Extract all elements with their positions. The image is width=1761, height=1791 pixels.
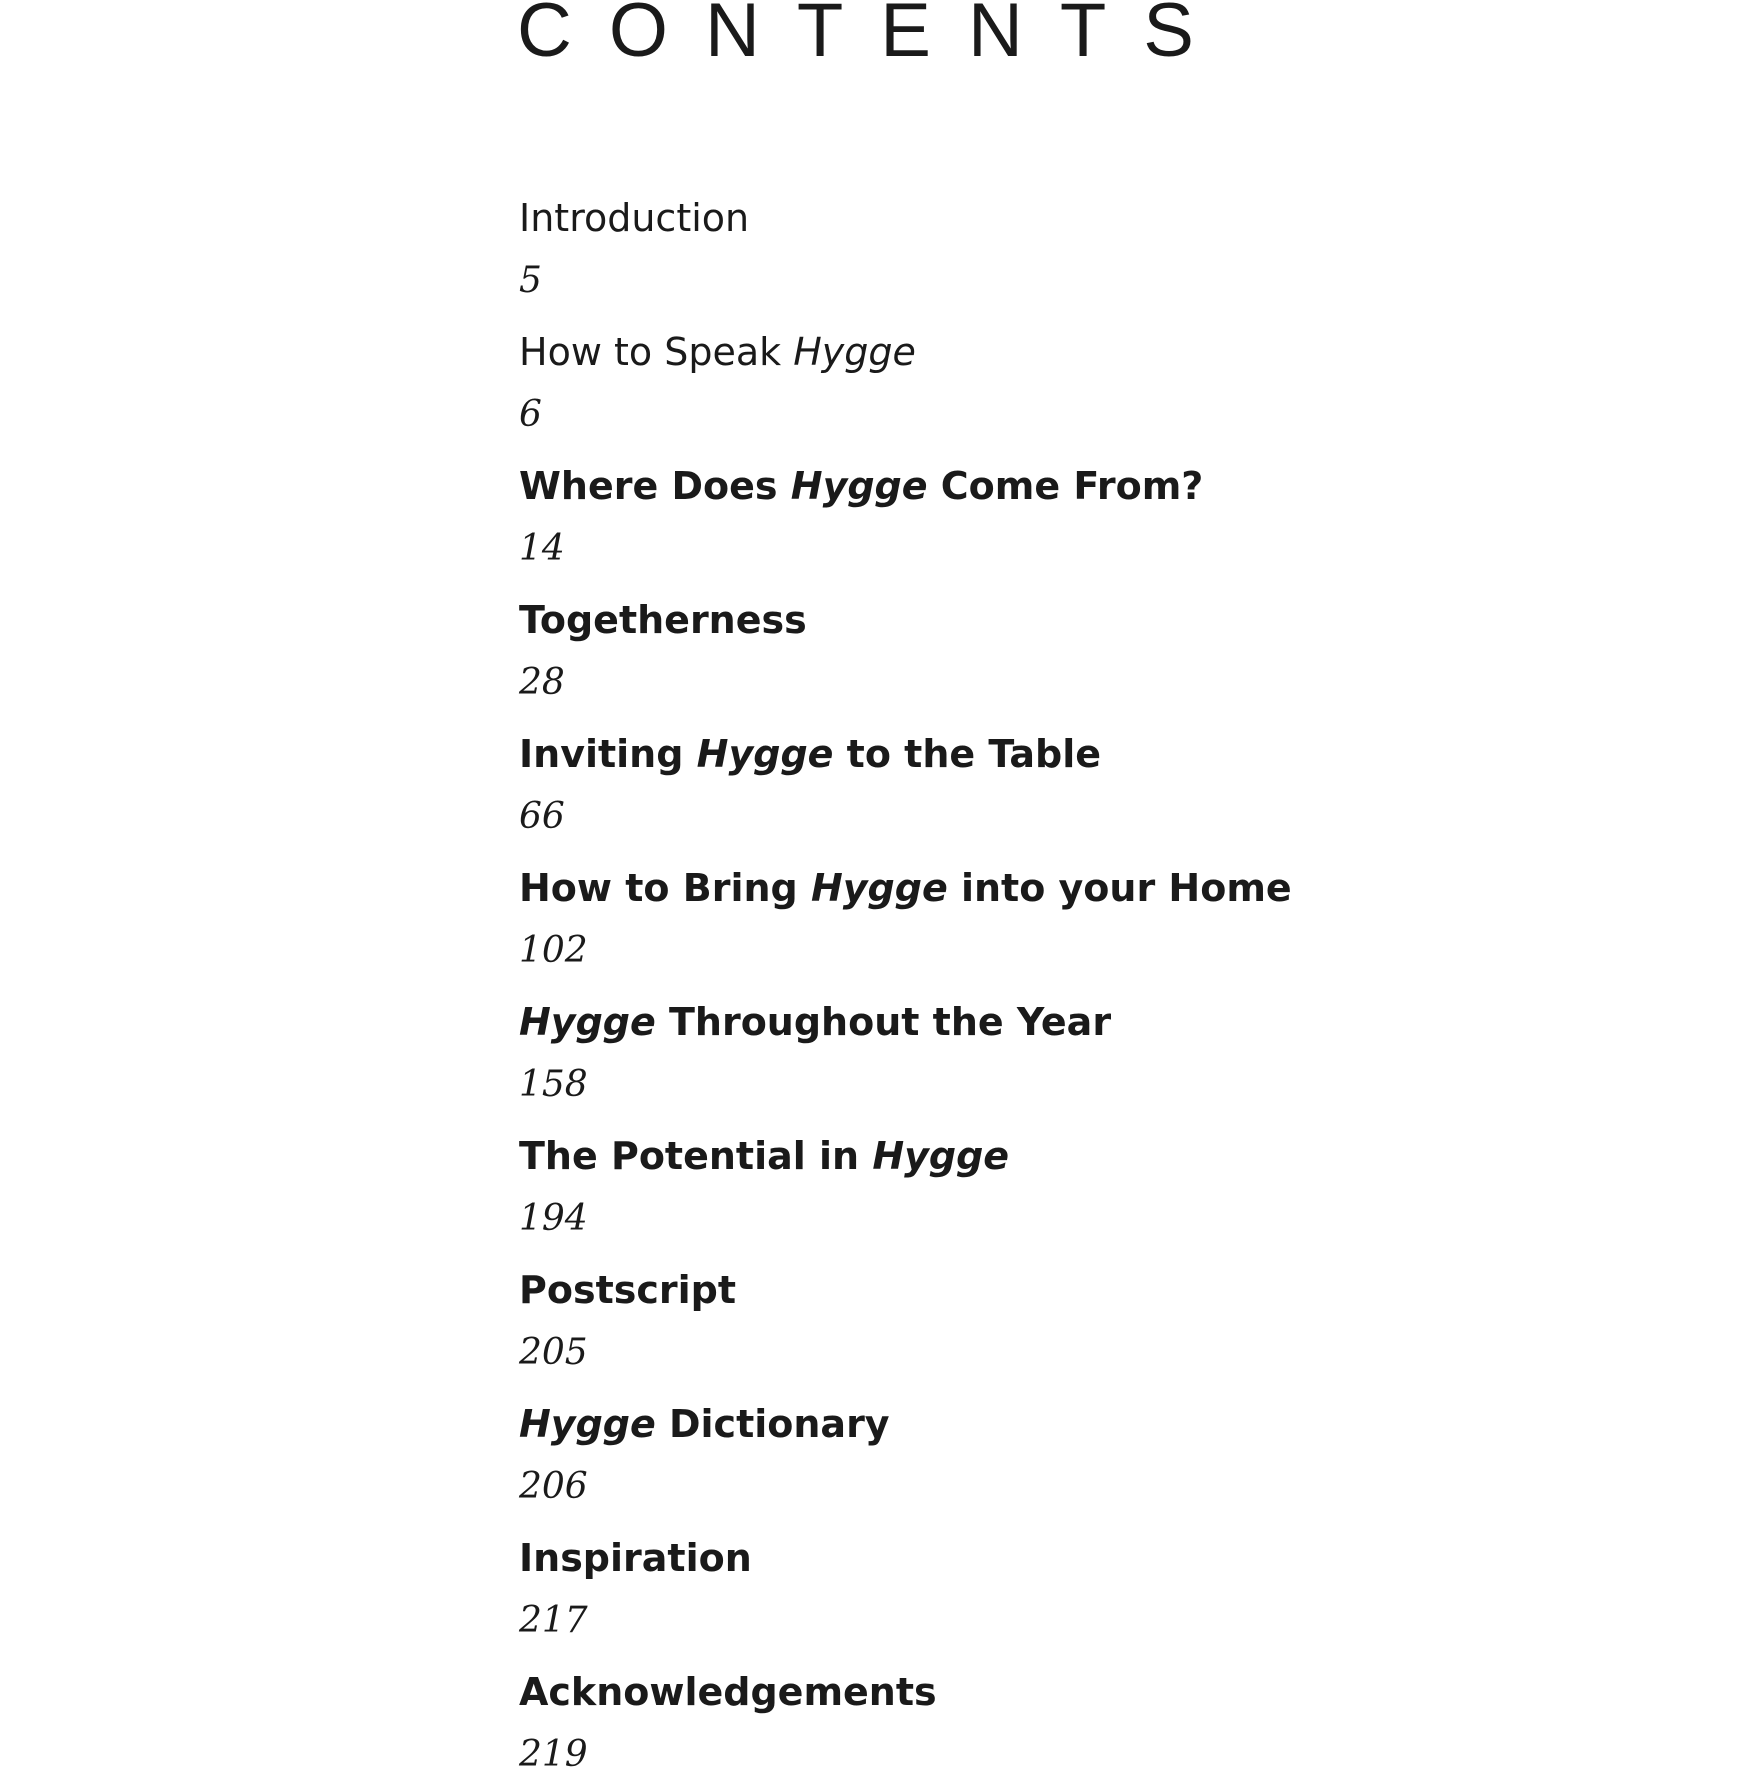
toc-entry-title bbox=[519, 1389, 1619, 1459]
toc-entry bbox=[519, 585, 1619, 719]
toc-entry bbox=[519, 451, 1619, 585]
toc-title-part: Dictionary bbox=[655, 1402, 890, 1446]
toc-page-number: 14 bbox=[519, 528, 565, 569]
toc-title-part: Throughout the Year bbox=[655, 1000, 1112, 1044]
toc-title-part: How to Speak bbox=[519, 330, 794, 374]
toc-entry-title bbox=[519, 1121, 1619, 1191]
toc-entry-title bbox=[519, 853, 1619, 923]
table-of-contents bbox=[519, 183, 1619, 1791]
toc-page-number: 66 bbox=[519, 796, 565, 837]
toc-entry bbox=[519, 1657, 1619, 1791]
toc-entry bbox=[519, 719, 1619, 853]
toc-title-part: How to Bring bbox=[519, 866, 811, 910]
toc-page-number: 6 bbox=[519, 394, 542, 435]
toc-title-italic-part: Hygge bbox=[793, 330, 916, 374]
toc-title-part: Come From? bbox=[927, 464, 1204, 508]
toc-title-part: Postscript bbox=[519, 1268, 737, 1312]
toc-entry bbox=[519, 853, 1619, 987]
toc-title-italic-part: Hygge bbox=[872, 1134, 1010, 1178]
toc-title-italic-part: Hygge bbox=[810, 866, 948, 910]
toc-title-part: to the Table bbox=[833, 732, 1102, 776]
toc-entry-title bbox=[519, 1255, 1619, 1325]
toc-title-italic-part: Hygge bbox=[696, 732, 834, 776]
toc-entry bbox=[519, 317, 1619, 451]
toc-entry-title bbox=[519, 451, 1619, 521]
toc-entry bbox=[519, 183, 1619, 317]
toc-entry bbox=[519, 1523, 1619, 1657]
toc-title-part: Inspiration bbox=[519, 1536, 752, 1580]
toc-title-part: Inviting bbox=[519, 732, 697, 776]
page-title: CONTENTS bbox=[517, 0, 1231, 73]
toc-title-italic-part: Hygge bbox=[519, 1402, 656, 1446]
toc-title-part: Introduction bbox=[519, 196, 750, 240]
toc-entry-title bbox=[519, 1523, 1619, 1593]
toc-title-part: Togetherness bbox=[519, 598, 807, 642]
toc-page-number: 28 bbox=[519, 662, 565, 703]
toc-page-number: 217 bbox=[519, 1600, 588, 1641]
toc-title-part: Acknowledgements bbox=[519, 1670, 937, 1714]
toc-entry-title bbox=[519, 719, 1619, 789]
toc-entry-title bbox=[519, 585, 1619, 655]
toc-title-part: into your Home bbox=[947, 866, 1292, 910]
toc-entry bbox=[519, 1121, 1619, 1255]
toc-title-italic-part: Hygge bbox=[790, 464, 928, 508]
toc-entry bbox=[519, 987, 1619, 1121]
toc-page-number: 5 bbox=[519, 260, 542, 301]
toc-entry bbox=[519, 1255, 1619, 1389]
toc-entry-title bbox=[519, 183, 1619, 253]
toc-page-number: 219 bbox=[519, 1734, 588, 1775]
toc-entry-title bbox=[519, 1657, 1619, 1727]
toc-page-number: 158 bbox=[519, 1064, 588, 1105]
toc-entry-title bbox=[519, 987, 1619, 1057]
toc-page-number: 206 bbox=[519, 1466, 588, 1507]
toc-entry bbox=[519, 1389, 1619, 1523]
toc-title-part: Where Does bbox=[519, 464, 791, 508]
toc-title-italic-part: Hygge bbox=[519, 1000, 656, 1044]
toc-page-number: 205 bbox=[519, 1332, 588, 1373]
toc-title-part: The Potential in bbox=[519, 1134, 873, 1178]
toc-page-number: 194 bbox=[519, 1198, 588, 1239]
toc-entry-title bbox=[519, 317, 1619, 387]
toc-page-number: 102 bbox=[519, 930, 588, 971]
